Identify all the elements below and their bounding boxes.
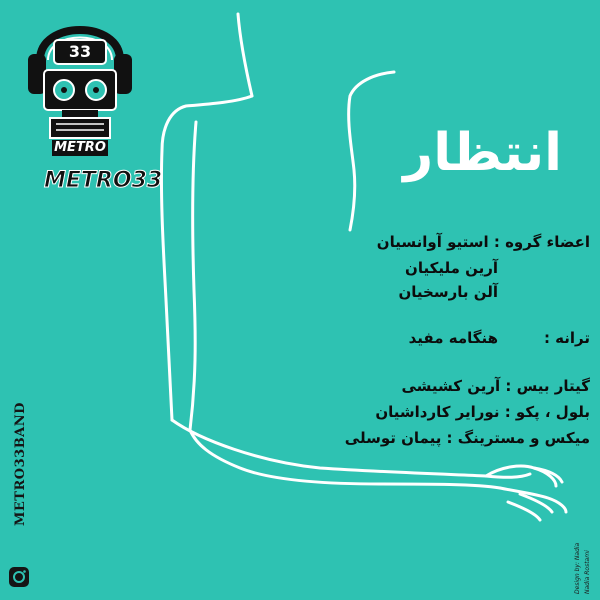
lyrics-label: ترانه : xyxy=(543,329,590,347)
lyricist-name: هنگامه مفید xyxy=(408,329,498,347)
flute-credit: بلول ، پکو : نورایر کارداشیان xyxy=(375,403,590,421)
mix-credit: میکس و مسترینگ : پیمان توسلی xyxy=(344,429,590,447)
members-label xyxy=(372,232,590,252)
bass-credit: گیتار بیس : آرین کشیشی xyxy=(401,377,590,395)
instagram-icon xyxy=(8,566,30,588)
instagram-handle xyxy=(12,366,30,526)
brand-wordmark: METRO33 xyxy=(44,168,163,193)
design-credit-line2: Nadia Rostami xyxy=(584,550,591,594)
logo-badge-number: 33 xyxy=(68,42,92,61)
band-logo xyxy=(0,0,163,200)
members-label-text: اعضاء گروه : xyxy=(493,233,590,251)
member-name: استیو آوانسیان xyxy=(376,233,489,251)
logo-badge-label: METRO xyxy=(54,140,106,155)
member-name: آلن بارسخیان xyxy=(398,283,498,301)
instagram-handle-text: METRO33BAND xyxy=(13,402,28,526)
member-name: آرین ملیکیان xyxy=(405,259,498,277)
design-credit-line1: Design by: Nadia xyxy=(574,542,581,594)
album-title: انتظار xyxy=(403,123,562,183)
